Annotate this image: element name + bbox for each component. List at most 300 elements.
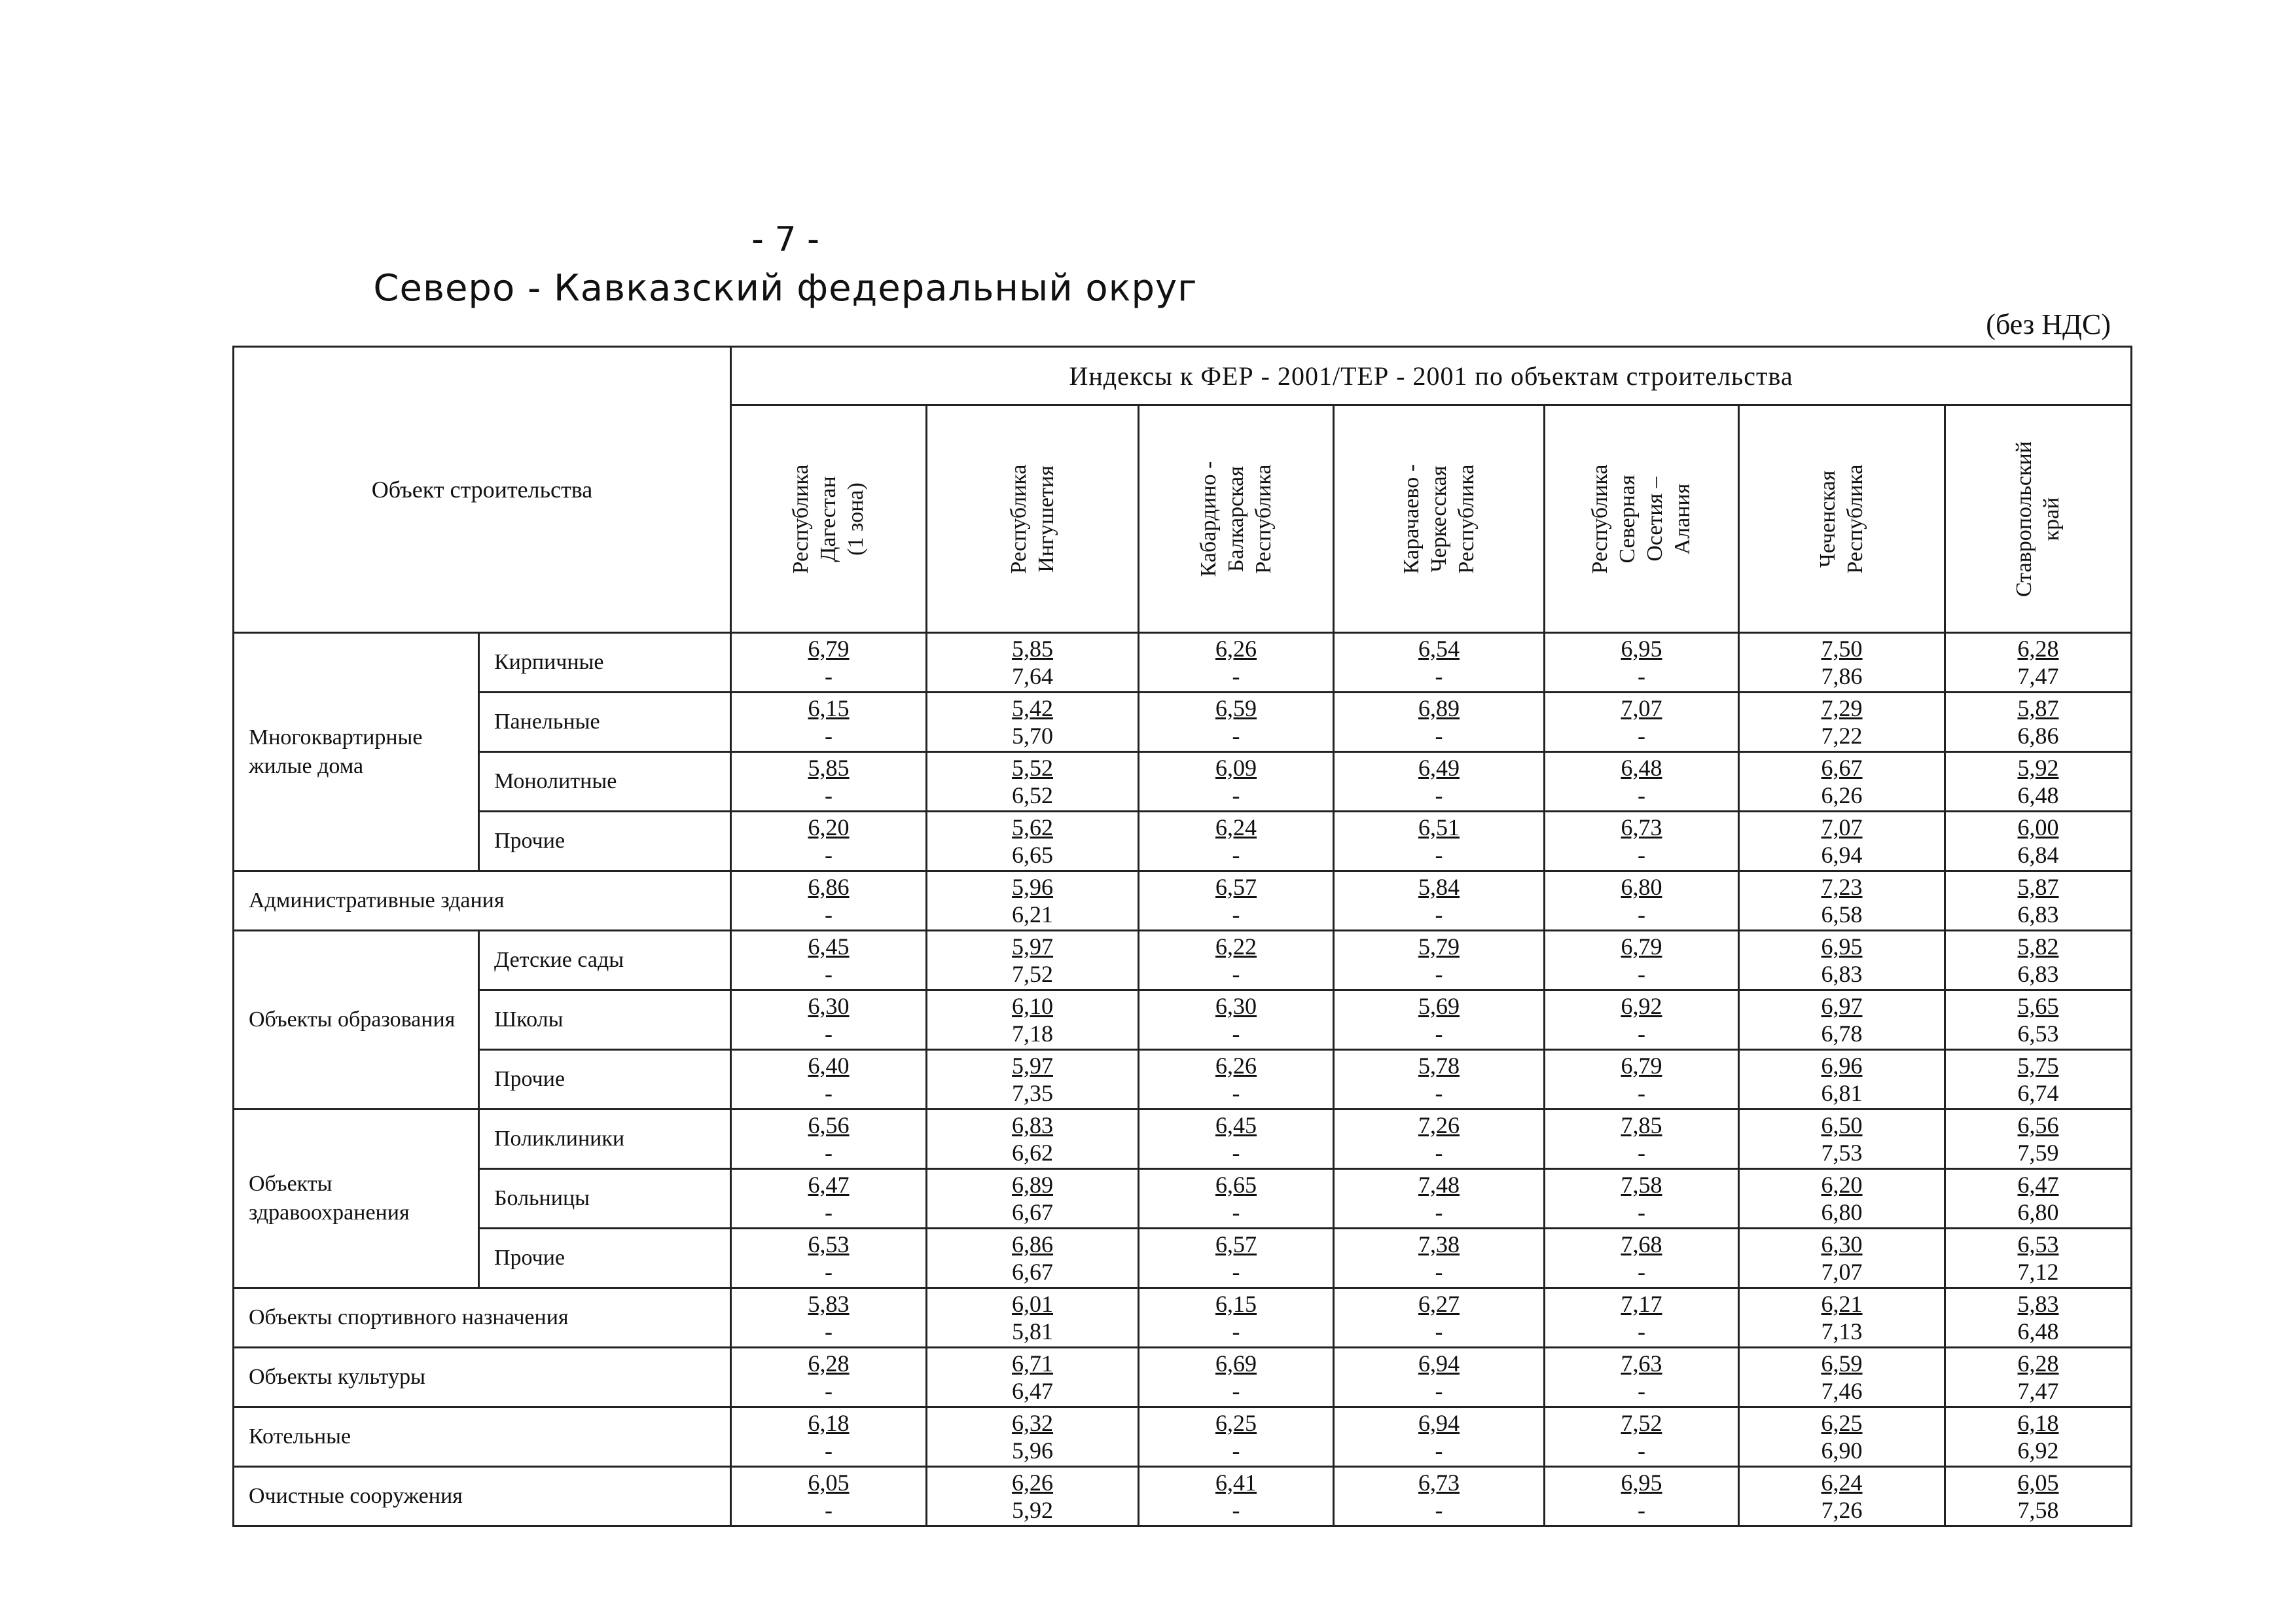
index-value-top: 6,54	[1418, 636, 1460, 662]
object-header: Объект строительства	[234, 347, 731, 633]
index-cell	[1945, 693, 2132, 752]
index-cell	[1945, 1407, 2132, 1467]
index-value-top: 5,83	[808, 1291, 850, 1317]
index-value-bottom: 7,18	[1012, 1020, 1054, 1047]
index-value-top: 6,20	[1821, 1172, 1863, 1198]
index-value-top: 7,48	[1418, 1172, 1460, 1198]
index-value-top: 5,87	[2017, 874, 2059, 900]
index-cell	[1139, 871, 1334, 931]
table-row	[234, 1407, 2132, 1467]
indices-header: Индексы к ФЕР - 2001/ТЕР - 2001 по объектам строительства	[731, 347, 2132, 405]
subcategory-label: Панельные	[479, 693, 731, 752]
index-value-top: 7,07	[1821, 814, 1863, 840]
index-value-bottom: -	[1232, 842, 1240, 868]
index-value-top: 7,52	[1621, 1410, 1662, 1436]
index-cell	[731, 752, 927, 812]
subcategory-label: Детские сады	[479, 931, 731, 990]
index-value-top: 6,73	[1621, 814, 1662, 840]
index-value-bottom: 6,67	[1012, 1259, 1054, 1285]
index-value-bottom: -	[1638, 1259, 1646, 1285]
index-cell	[1945, 1050, 2132, 1110]
region-label: Карачаево - Черкесская Республика	[1399, 463, 1479, 574]
index-cell	[1739, 1229, 1945, 1288]
index-value-top: 6,26	[1215, 636, 1257, 662]
index-value-bottom: -	[1232, 1140, 1240, 1166]
index-value-bottom: 6,80	[1821, 1199, 1863, 1225]
index-value-bottom: -	[825, 1259, 833, 1285]
table-row	[234, 990, 2132, 1050]
index-cell	[1739, 1467, 1945, 1526]
index-value-bottom: -	[1435, 1378, 1443, 1404]
index-value-top: 6,80	[1621, 874, 1662, 900]
index-value-top: 5,85	[1012, 636, 1054, 662]
index-cell	[1945, 812, 2132, 871]
index-cell	[927, 1348, 1139, 1407]
index-value-bottom: -	[825, 1437, 833, 1464]
index-cell	[1139, 1169, 1334, 1229]
index-value-top: 6,05	[808, 1470, 850, 1496]
index-value-top: 6,59	[1821, 1350, 1863, 1377]
index-value-bottom: 6,80	[2017, 1199, 2059, 1225]
index-cell	[731, 871, 927, 931]
index-cell	[927, 871, 1139, 931]
index-cell	[1545, 1467, 1739, 1526]
index-value-top: 6,30	[808, 993, 850, 1019]
index-value-bottom: -	[1232, 782, 1240, 808]
index-value-bottom: -	[1638, 961, 1646, 987]
index-value-bottom: 7,46	[1821, 1378, 1863, 1404]
subcategory-label: Школы	[479, 990, 731, 1050]
index-value-bottom: -	[1435, 1080, 1443, 1106]
index-value-bottom: -	[825, 1199, 833, 1225]
index-value-top: 6,47	[2017, 1172, 2059, 1198]
index-value-top: 7,63	[1621, 1350, 1662, 1377]
index-value-bottom: -	[1435, 901, 1443, 928]
index-value-bottom: 5,81	[1012, 1318, 1054, 1344]
index-value-top: 6,69	[1215, 1350, 1257, 1377]
index-value-bottom: 7,47	[2017, 1378, 2059, 1404]
index-value-bottom: 7,35	[1012, 1080, 1054, 1106]
index-value-top: 5,65	[2017, 993, 2059, 1019]
index-value-top: 5,87	[2017, 695, 2059, 721]
index-value-bottom: -	[1435, 1020, 1443, 1047]
index-cell	[1334, 931, 1545, 990]
index-value-bottom: 6,62	[1012, 1140, 1054, 1166]
index-cell	[1334, 812, 1545, 871]
index-value-bottom: -	[825, 1140, 833, 1166]
index-value-bottom: -	[825, 1497, 833, 1523]
index-value-top: 6,92	[1621, 993, 1662, 1019]
index-value-bottom: -	[1435, 1318, 1443, 1344]
index-cell	[927, 1169, 1139, 1229]
index-cell	[927, 1110, 1139, 1169]
subcategory-label: Кирпичные	[479, 633, 731, 693]
index-value-bottom: -	[1232, 1020, 1240, 1047]
index-value-bottom: -	[1232, 1378, 1240, 1404]
index-cell	[1334, 1050, 1545, 1110]
index-value-bottom: -	[1232, 901, 1240, 928]
subcategory-label: Больницы	[479, 1169, 731, 1229]
index-value-bottom: -	[1435, 961, 1443, 987]
index-value-bottom: 7,12	[2017, 1259, 2059, 1285]
index-value-bottom: -	[825, 842, 833, 868]
index-cell	[731, 1348, 927, 1407]
index-cell	[927, 693, 1139, 752]
index-value-bottom: -	[825, 1080, 833, 1106]
index-cell	[1945, 633, 2132, 693]
index-value-bottom: 5,70	[1012, 723, 1054, 749]
index-cell	[1545, 1407, 1739, 1467]
index-value-bottom: -	[1638, 663, 1646, 689]
index-value-top: 6,05	[2017, 1470, 2059, 1496]
index-value-top: 6,51	[1418, 814, 1460, 840]
category-label: Объекты спортивного назначения	[234, 1288, 731, 1348]
index-cell	[1739, 871, 1945, 931]
region-header	[1739, 405, 1945, 633]
table-row	[234, 1110, 2132, 1169]
index-value-bottom: -	[1232, 961, 1240, 987]
index-cell	[1945, 990, 2132, 1050]
index-cell	[927, 1229, 1139, 1288]
index-value-bottom: 7,59	[2017, 1140, 2059, 1166]
index-value-bottom: -	[1232, 1497, 1240, 1523]
index-value-top: 5,79	[1418, 933, 1460, 960]
index-value-top: 6,26	[1012, 1470, 1054, 1496]
index-cell	[1139, 1110, 1334, 1169]
index-cell	[1739, 990, 1945, 1050]
index-value-top: 6,24	[1821, 1470, 1863, 1496]
index-value-top: 6,28	[2017, 1350, 2059, 1377]
index-cell	[1334, 1407, 1545, 1467]
index-value-top: 5,69	[1418, 993, 1460, 1019]
index-value-top: 6,95	[1621, 1470, 1662, 1496]
index-value-bottom: -	[1435, 1140, 1443, 1166]
index-value-top: 5,97	[1012, 933, 1054, 960]
index-value-top: 7,29	[1821, 695, 1863, 721]
index-value-top: 6,56	[2017, 1112, 2059, 1138]
index-value-top: 6,89	[1012, 1172, 1054, 1198]
index-value-top: 6,71	[1012, 1350, 1054, 1377]
region-header	[731, 405, 927, 633]
index-value-top: 6,48	[1621, 755, 1662, 781]
index-cell	[1739, 1050, 1945, 1110]
index-value-top: 6,30	[1215, 993, 1257, 1019]
index-value-top: 5,78	[1418, 1053, 1460, 1079]
index-cell	[927, 990, 1139, 1050]
index-cell	[1334, 1348, 1545, 1407]
index-value-top: 6,21	[1821, 1291, 1863, 1317]
table-row	[234, 1050, 2132, 1110]
index-cell	[1739, 812, 1945, 871]
index-value-top: 5,52	[1012, 755, 1054, 781]
index-cell	[1334, 633, 1545, 693]
index-value-bottom: 6,52	[1012, 782, 1054, 808]
index-value-bottom: -	[825, 1378, 833, 1404]
index-cell	[1139, 1288, 1334, 1348]
region-label: Кабардино - Балкарская Республика	[1196, 461, 1276, 577]
index-cell	[927, 812, 1139, 871]
index-value-top: 6,41	[1215, 1470, 1257, 1496]
index-cell	[1545, 752, 1739, 812]
index-value-top: 6,10	[1012, 993, 1054, 1019]
index-cell	[731, 693, 927, 752]
index-cell	[1545, 693, 1739, 752]
index-value-top: 6,89	[1418, 695, 1460, 721]
category-label: Объекты образования	[234, 931, 479, 1110]
index-value-top: 5,83	[2017, 1291, 2059, 1317]
category-label: Административные здания	[234, 871, 731, 931]
index-value-top: 5,42	[1012, 695, 1054, 721]
index-value-bottom: 7,58	[2017, 1497, 2059, 1523]
index-value-bottom: -	[1435, 1497, 1443, 1523]
index-value-bottom: 6,81	[1821, 1080, 1863, 1106]
category-label: Котельные	[234, 1407, 731, 1467]
index-value-top: 7,38	[1418, 1231, 1460, 1257]
index-cell	[1334, 990, 1545, 1050]
category-label: Объекты здравоохранения	[234, 1110, 479, 1288]
index-cell	[927, 1288, 1139, 1348]
index-value-bottom: 7,64	[1012, 663, 1054, 689]
index-cell	[1945, 931, 2132, 990]
index-value-bottom: -	[1232, 1259, 1240, 1285]
index-cell	[927, 633, 1139, 693]
region-label: Ставропольский край	[2012, 441, 2064, 597]
index-cell	[1139, 1348, 1334, 1407]
index-cell	[1945, 1288, 2132, 1348]
subcategory-label: Монолитные	[479, 752, 731, 812]
index-cell	[1139, 812, 1334, 871]
index-value-bottom: 6,78	[1821, 1020, 1863, 1047]
index-value-top: 6,25	[1215, 1410, 1257, 1436]
index-cell	[1139, 1407, 1334, 1467]
index-value-bottom: -	[1232, 1199, 1240, 1225]
index-value-top: 6,86	[808, 874, 850, 900]
index-value-top: 5,92	[2017, 755, 2059, 781]
index-value-bottom: 6,26	[1821, 782, 1863, 808]
index-value-top: 6,28	[808, 1350, 850, 1377]
index-cell	[927, 931, 1139, 990]
index-cell	[1334, 1467, 1545, 1526]
index-value-bottom: -	[825, 901, 833, 928]
index-cell	[1545, 990, 1739, 1050]
index-cell	[1545, 1288, 1739, 1348]
region-header	[1334, 405, 1545, 633]
index-cell	[1739, 1169, 1945, 1229]
index-value-top: 7,26	[1418, 1112, 1460, 1138]
page-title: Северо - Кавказский федеральный округ	[373, 267, 1198, 310]
index-value-top: 6,94	[1418, 1350, 1460, 1377]
vat-note: (без НДС)	[1986, 308, 2111, 340]
index-cell	[1545, 812, 1739, 871]
index-value-top: 6,28	[2017, 636, 2059, 662]
index-value-bottom: -	[825, 961, 833, 987]
index-value-top: 6,15	[1215, 1291, 1257, 1317]
index-value-bottom: 7,22	[1821, 723, 1863, 749]
index-value-top: 6,00	[2017, 814, 2059, 840]
index-cell	[1739, 752, 1945, 812]
index-value-top: 5,82	[2017, 933, 2059, 960]
table-row	[234, 931, 2132, 990]
index-cell	[731, 1467, 927, 1526]
index-value-bottom: 6,92	[2017, 1437, 2059, 1464]
index-value-top: 7,85	[1621, 1112, 1662, 1138]
index-value-bottom: 6,83	[2017, 901, 2059, 928]
index-cell	[1739, 1348, 1945, 1407]
table-row	[234, 633, 2132, 693]
index-cell	[927, 1050, 1139, 1110]
index-value-top: 6,73	[1418, 1470, 1460, 1496]
index-value-bottom: 6,74	[2017, 1080, 2059, 1106]
index-value-bottom: -	[1638, 1140, 1646, 1166]
index-value-bottom: -	[1435, 1437, 1443, 1464]
index-value-top: 6,53	[2017, 1231, 2059, 1257]
index-value-bottom: 7,13	[1821, 1318, 1863, 1344]
index-value-top: 5,62	[1012, 814, 1054, 840]
index-value-bottom: -	[825, 663, 833, 689]
category-label: Очистные сооружения	[234, 1467, 731, 1526]
index-value-bottom: -	[1232, 1318, 1240, 1344]
table-row	[234, 693, 2132, 752]
index-value-bottom: 5,92	[1012, 1497, 1054, 1523]
region-label: Республика Северная Осетия – Алания	[1588, 464, 1695, 573]
index-value-bottom: -	[1638, 842, 1646, 868]
index-value-bottom: -	[1435, 1259, 1443, 1285]
index-value-top: 6,57	[1215, 874, 1257, 900]
index-cell	[1545, 633, 1739, 693]
index-value-top: 7,50	[1821, 636, 1863, 662]
index-cell	[1334, 752, 1545, 812]
index-cell	[1545, 931, 1739, 990]
index-value-bottom: -	[1638, 1497, 1646, 1523]
index-value-bottom: 7,52	[1012, 961, 1054, 987]
index-value-top: 6,97	[1821, 993, 1863, 1019]
index-value-top: 6,59	[1215, 695, 1257, 721]
index-value-top: 6,86	[1012, 1231, 1054, 1257]
index-value-top: 6,50	[1821, 1112, 1863, 1138]
index-value-top: 6,65	[1215, 1172, 1257, 1198]
index-value-bottom: 6,86	[2017, 723, 2059, 749]
index-value-bottom: 7,26	[1821, 1497, 1863, 1523]
index-cell	[1945, 1348, 2132, 1407]
index-value-top: 6,96	[1821, 1053, 1863, 1079]
index-cell	[1739, 931, 1945, 990]
index-value-top: 6,20	[808, 814, 850, 840]
index-cell	[1545, 1348, 1739, 1407]
index-value-bottom: -	[825, 1020, 833, 1047]
index-value-top: 6,57	[1215, 1231, 1257, 1257]
index-value-bottom: -	[1638, 1020, 1646, 1047]
index-value-top: 6,95	[1621, 636, 1662, 662]
index-cell	[731, 633, 927, 693]
index-value-bottom: 7,86	[1821, 663, 1863, 689]
index-value-top: 7,23	[1821, 874, 1863, 900]
index-cell	[1139, 633, 1334, 693]
index-value-bottom: 6,90	[1821, 1437, 1863, 1464]
index-value-bottom: 6,47	[1012, 1378, 1054, 1404]
index-value-bottom: -	[1435, 663, 1443, 689]
region-label: Чеченская Республика	[1816, 464, 1868, 573]
index-cell	[927, 1407, 1139, 1467]
index-value-top: 5,75	[2017, 1053, 2059, 1079]
index-value-top: 5,96	[1012, 874, 1054, 900]
index-value-top: 6,27	[1418, 1291, 1460, 1317]
index-cell	[1739, 693, 1945, 752]
index-cell	[1945, 1110, 2132, 1169]
index-cell	[1334, 1110, 1545, 1169]
index-value-top: 6,47	[808, 1172, 850, 1198]
index-value-bottom: -	[1638, 723, 1646, 749]
category-label: Многоквартирные жилые дома	[234, 633, 479, 871]
subcategory-label: Поликлиники	[479, 1110, 731, 1169]
index-value-top: 7,07	[1621, 695, 1662, 721]
index-value-top: 6,79	[1621, 1053, 1662, 1079]
index-value-top: 6,32	[1012, 1410, 1054, 1436]
index-value-bottom: 6,48	[2017, 1318, 2059, 1344]
index-value-top: 6,83	[1012, 1112, 1054, 1138]
index-value-top: 7,17	[1621, 1291, 1662, 1317]
index-cell	[1139, 1229, 1334, 1288]
index-value-bottom: 6,83	[1821, 961, 1863, 987]
table-row	[234, 1229, 2132, 1288]
index-value-bottom: 6,67	[1012, 1199, 1054, 1225]
index-value-bottom: 6,65	[1012, 842, 1054, 868]
index-value-top: 6,01	[1012, 1291, 1054, 1317]
index-cell	[1545, 871, 1739, 931]
index-cell	[731, 1229, 927, 1288]
index-value-bottom: -	[1638, 1199, 1646, 1225]
index-value-bottom: -	[1232, 663, 1240, 689]
index-value-top: 6,09	[1215, 755, 1257, 781]
index-cell	[1739, 1110, 1945, 1169]
index-value-bottom: 6,48	[2017, 782, 2059, 808]
index-value-top: 6,67	[1821, 755, 1863, 781]
index-value-bottom: -	[825, 782, 833, 808]
index-cell	[1139, 1050, 1334, 1110]
index-value-top: 6,25	[1821, 1410, 1863, 1436]
index-cell	[1139, 931, 1334, 990]
index-value-top: 6,95	[1821, 933, 1863, 960]
region-header	[927, 405, 1139, 633]
index-value-top: 6,45	[1215, 1112, 1257, 1138]
index-cell	[1139, 693, 1334, 752]
index-value-bottom: -	[1232, 1080, 1240, 1106]
index-value-top: 6,26	[1215, 1053, 1257, 1079]
index-value-bottom: 7,47	[2017, 663, 2059, 689]
index-value-bottom: 5,96	[1012, 1437, 1054, 1464]
index-cell	[731, 931, 927, 990]
region-header	[1545, 405, 1739, 633]
index-value-top: 7,68	[1621, 1231, 1662, 1257]
index-cell	[1334, 693, 1545, 752]
index-cell	[1334, 1288, 1545, 1348]
table-row	[234, 1169, 2132, 1229]
table-row	[234, 871, 2132, 931]
index-value-top: 6,22	[1215, 933, 1257, 960]
index-cell	[1139, 990, 1334, 1050]
index-value-top: 6,79	[808, 636, 850, 662]
index-value-bottom: -	[1232, 1437, 1240, 1464]
index-cell	[1334, 1169, 1545, 1229]
index-value-bottom: -	[1638, 782, 1646, 808]
index-cell	[1139, 1467, 1334, 1526]
index-cell	[1545, 1229, 1739, 1288]
index-value-bottom: 6,58	[1821, 901, 1863, 928]
index-value-bottom: -	[1435, 782, 1443, 808]
index-value-bottom: 7,53	[1821, 1140, 1863, 1166]
indices-table	[232, 346, 2132, 1527]
index-cell	[731, 812, 927, 871]
index-value-top: 6,79	[1621, 933, 1662, 960]
